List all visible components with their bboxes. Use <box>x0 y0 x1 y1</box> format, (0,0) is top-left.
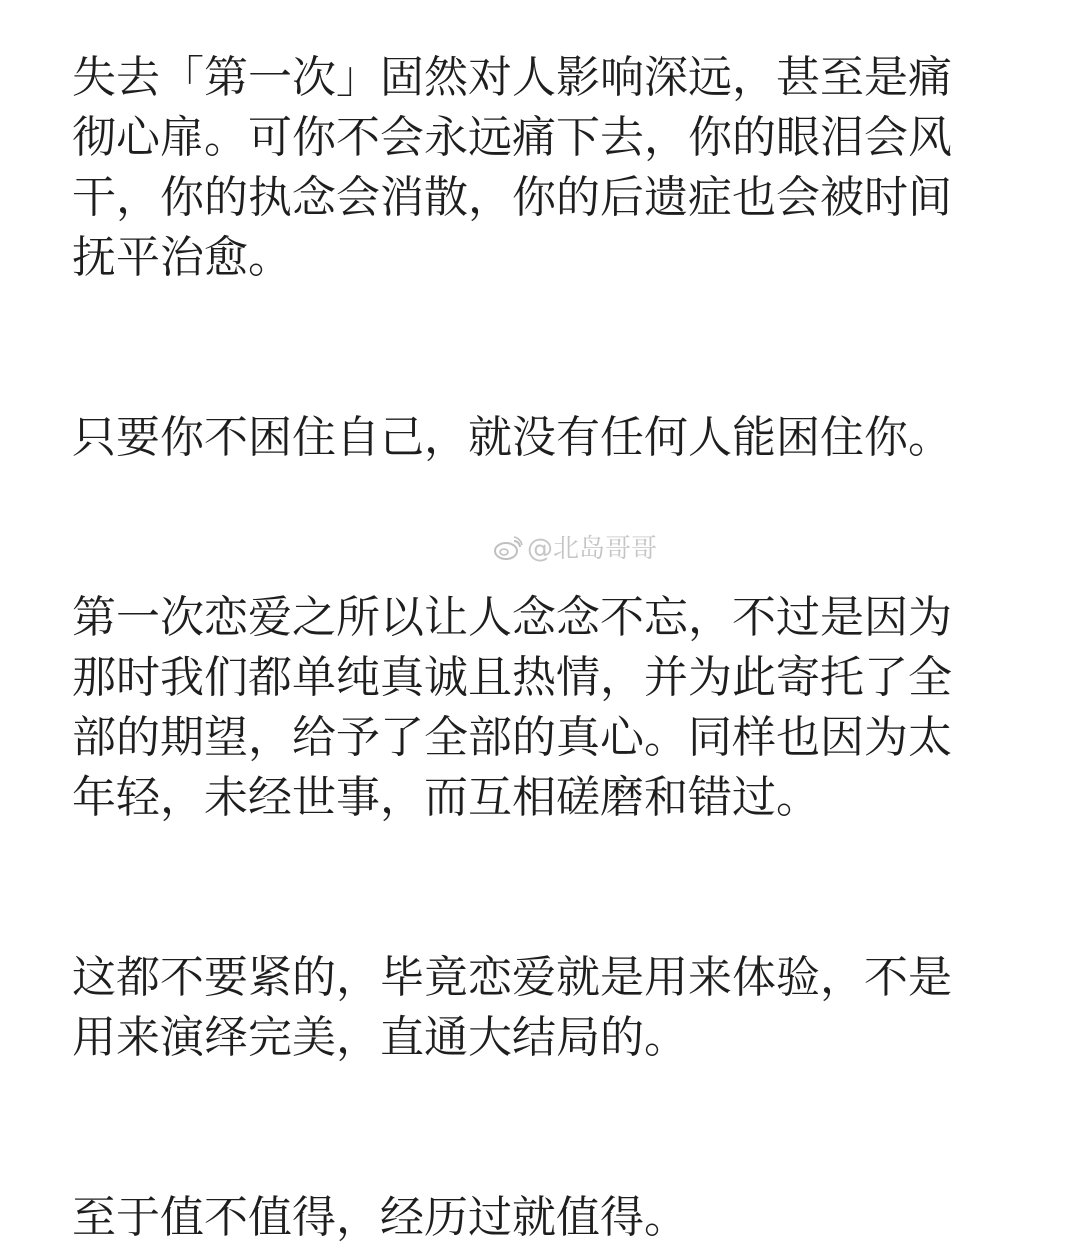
text-line: 彻心扉。可你不会永远痛下去，你的眼泪会风 <box>72 112 952 163</box>
text-line: 失去「第一次」固然对人影响深远，甚至是痛 <box>72 52 952 103</box>
text-line: 这都不要紧的，毕竟恋爱就是用来体验，不是 <box>72 952 952 1003</box>
paragraph-5 <box>72 1188 982 1248</box>
text-line: 那时我们都单纯真诚且热情，并为此寄托了全 <box>72 652 952 703</box>
paragraph-1 <box>72 48 982 288</box>
watermark-text: @北岛哥哥 <box>527 534 658 564</box>
text-line: 部的期望，给予了全部的真心。同样也因为太 <box>72 712 952 763</box>
paragraph-4 <box>72 948 982 1068</box>
text-line: 用来演绎完美，直通大结局的。 <box>72 1012 688 1063</box>
text-line: 第一次恋爱之所以让人念念不忘，不过是因为 <box>72 592 952 643</box>
text-line: 年轻，未经世事，而互相磋磨和错过。 <box>72 772 820 823</box>
paragraph-2 <box>72 408 982 468</box>
text-line: 干，你的执念会消散，你的后遗症也会被时间 <box>72 172 952 223</box>
article-body <box>72 48 982 1248</box>
paragraph-3 <box>72 588 982 828</box>
text-line: 只要你不困住自己，就没有任何人能困住你。 <box>72 412 952 463</box>
text-line: 抚平治愈。 <box>72 232 292 283</box>
text-line: 至于值不值得，经历过就值得。 <box>72 1192 688 1243</box>
